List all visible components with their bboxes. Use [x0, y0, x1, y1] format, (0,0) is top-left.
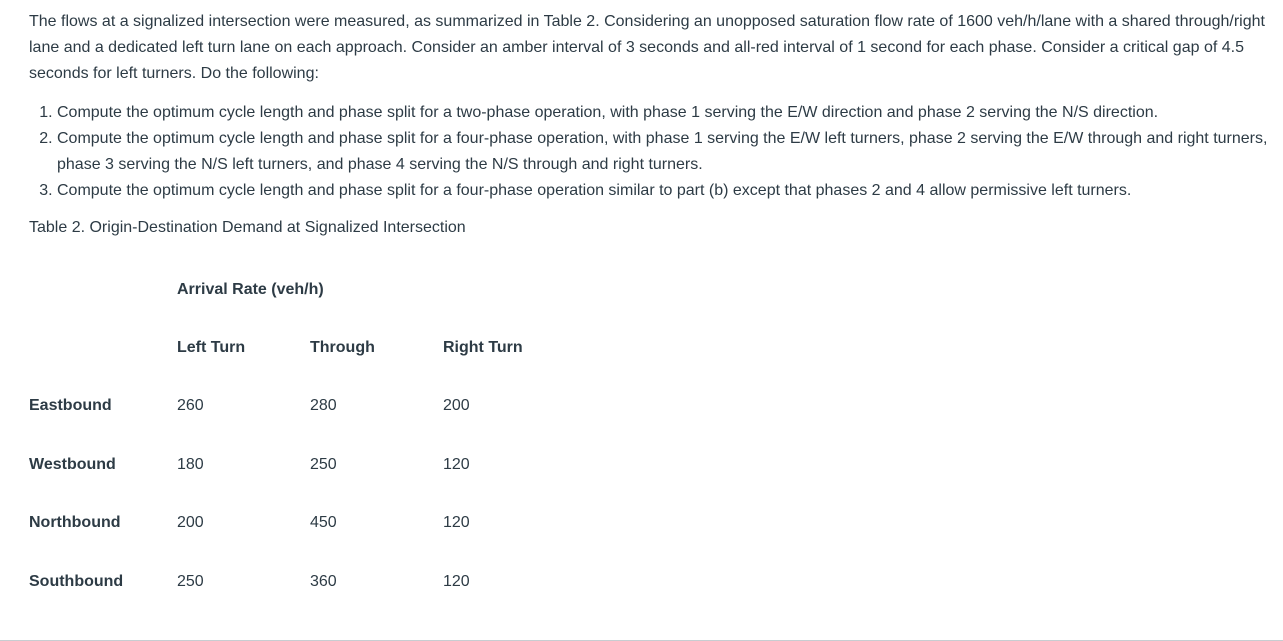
table-cell: 120 — [443, 572, 470, 590]
task-item: 2. Compute the optimum cycle length and phase split for a four-phase operation, with phase 1 serving the E/W left turners, phase 2 serving the E/W through and right turners, phase 3 serving the N/S left turners, and phase 4 serving the N/S through and right turners. — [57, 126, 1275, 178]
table-row — [25, 553, 572, 612]
column-header-right-turn: Right Turn — [443, 339, 523, 356]
table-caption: Table 2. Origin-Destination Demand at Signalized Intersection — [29, 219, 466, 236]
column-header-left-turn: Left Turn — [177, 339, 246, 356]
table-cell: 180 — [177, 455, 204, 473]
row-label-eastbound: Eastbound — [29, 397, 112, 415]
table-cell: 200 — [177, 514, 204, 532]
table-cell: 120 — [443, 514, 470, 532]
task-list — [29, 100, 1275, 204]
table-cell: 120 — [443, 455, 470, 473]
table-row — [25, 377, 572, 436]
table-cell: 280 — [310, 397, 337, 415]
row-label-northbound: Northbound — [29, 514, 121, 532]
table-group-header-row — [25, 261, 572, 319]
table-cell: 250 — [310, 455, 337, 473]
group-header-arrival-rate: Arrival Rate (veh/h) — [177, 281, 324, 298]
table-cell: 360 — [310, 572, 337, 590]
column-header-through: Through — [310, 339, 375, 356]
table-cell: 450 — [310, 514, 337, 532]
problem-intro: The flows at a signalized intersection were measured, as summarized in Table 2. Considering an unopposed saturation flow rate of 1600 veh/h/lane with a shared through/right lane and a dedicated left turn lane on each approach. Consider an amber interval of 3 seconds and all-red interval of 1 second for each phase. Consider a critical gap of 4.5 seconds for left turners. Do the following: — [29, 13, 1265, 82]
od-demand-table — [25, 261, 572, 611]
row-label-westbound: Westbound — [29, 455, 116, 473]
task-item: 1. Compute the optimum cycle length and phase split for a two-phase operation, with phase 1 serving the E/W direction and phase 2 serving the N/S direction. — [57, 100, 1275, 126]
problem-content — [29, 9, 1275, 611]
row-label-southbound: Southbound — [29, 572, 124, 590]
table-row — [25, 494, 572, 553]
table-cell: 260 — [177, 397, 204, 415]
table-cell: 250 — [177, 572, 204, 590]
table-cell: 200 — [443, 397, 470, 415]
table-row — [25, 436, 572, 495]
table-corner-cell — [25, 319, 173, 377]
table-corner-cell — [25, 261, 173, 319]
table-header-row — [25, 319, 572, 377]
task-item: 3. Compute the optimum cycle length and phase split for a four-phase operation similar to part (b) except that phases 2 and 4 allow permissive left turners. — [57, 178, 1275, 204]
